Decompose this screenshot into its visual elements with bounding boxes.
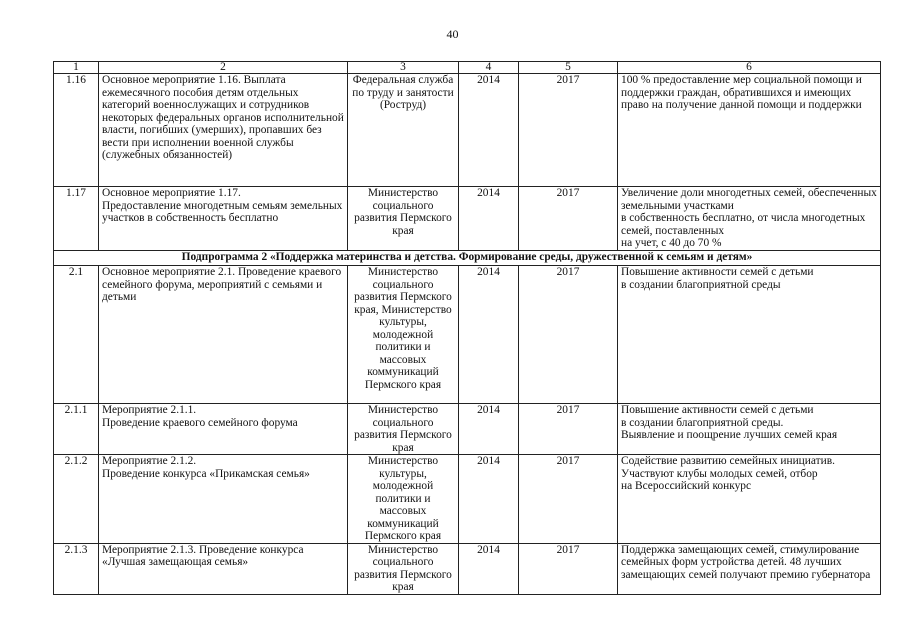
table-header (54, 62, 881, 74)
page-number: 40 (446, 27, 459, 41)
table-body (54, 74, 881, 595)
executor: Министерство социального развития Пермского края (348, 404, 459, 455)
column-header-1: 1 (54, 62, 99, 74)
expected-result: Содействие развитию семейных инициатив. Участвуют клубы молодых семей, отбор на Всероссийский конкурс (618, 455, 881, 544)
row-number: 2.1.2 (54, 455, 99, 544)
table-row (54, 74, 881, 187)
subprogram-heading-row (54, 251, 881, 266)
column-number-row (54, 62, 881, 74)
expected-result: Увеличение доли многодетных семей, обеспеченных земельными участками в собственность бесплатно, от числа многодетных семей, поставленных на учет, с 40 до 70 % (618, 187, 881, 251)
end-year: 2017 (519, 455, 618, 544)
measure-name: Основное мероприятие 2.1. Проведение краевого семейного форума, мероприятий с семьями и детьми (99, 266, 348, 404)
executor: Федеральная служба по труду и занятости (Роструд) (348, 74, 459, 187)
executor: Министерство культуры, молодежной политики и массовых коммуникаций Пермского края (348, 455, 459, 544)
executor: Министерство социального развития Пермского края (348, 543, 459, 594)
expected-result: Повышение активности семей с детьми в создании благоприятной среды. Выявление и поощрение лучших семей края (618, 404, 881, 455)
measure-name: Мероприятие 2.1.1. Проведение краевого семейного форума (99, 404, 348, 455)
end-year: 2017 (519, 543, 618, 594)
table-row (54, 404, 881, 455)
expected-result: Поддержка замещающих семей, стимулирование семейных форм устройства детей. 48 лучших замещающих семей получают премию губернатора (618, 543, 881, 594)
expected-result: 100 % предоставление мер социальной помощи и поддержки граждан, обратившихся и имеющих право на получение данной помощи и поддержки (618, 74, 881, 187)
measure-name: Основное мероприятие 1.17. Предоставление многодетным семьям земельных участков в собственность бесплатно (99, 187, 348, 251)
start-year: 2014 (459, 455, 519, 544)
table-row (54, 455, 881, 544)
column-header-5: 5 (519, 62, 618, 74)
subprogram-title: Подпрограмма 2 «Поддержка материнства и детства. Формирование среды, дружественной к семьям и детям» (54, 251, 881, 266)
executor: Министерство социального развития Пермского края (348, 187, 459, 251)
column-header-3: 3 (348, 62, 459, 74)
start-year: 2014 (459, 404, 519, 455)
start-year: 2014 (459, 543, 519, 594)
expected-result: Повышение активности семей с детьми в создании благоприятной среды (618, 266, 881, 404)
end-year: 2017 (519, 187, 618, 251)
column-header-2: 2 (99, 62, 348, 74)
row-number: 2.1.3 (54, 543, 99, 594)
measure-name: Основное мероприятие 1.16. Выплата ежемесячного пособия детям отдельных категорий военнослужащих и сотрудников некоторых федеральных органов исполнительной власти, погибших (умерших), пропавших без вести при исполнении военной службы (служебных обязанностей) (99, 74, 348, 187)
start-year: 2014 (459, 74, 519, 187)
row-number: 1.16 (54, 74, 99, 187)
row-number: 1.17 (54, 187, 99, 251)
program-table (53, 61, 881, 595)
table-row (54, 187, 881, 251)
measure-name: Мероприятие 2.1.2. Проведение конкурса «Прикамская семья» (99, 455, 348, 544)
end-year: 2017 (519, 404, 618, 455)
start-year: 2014 (459, 266, 519, 404)
row-number: 2.1.1 (54, 404, 99, 455)
start-year: 2014 (459, 187, 519, 251)
end-year: 2017 (519, 74, 618, 187)
row-number: 2.1 (54, 266, 99, 404)
column-header-4: 4 (459, 62, 519, 74)
table-row (54, 543, 881, 594)
column-header-6: 6 (618, 62, 881, 74)
executor: Министерство социального развития Пермского края, Министерство культуры, молодежной политики и массовых коммуникаций Пермского края (348, 266, 459, 404)
measure-name: Мероприятие 2.1.3. Проведение конкурса «Лучшая замещающая семья» (99, 543, 348, 594)
table-row (54, 266, 881, 404)
end-year: 2017 (519, 266, 618, 404)
